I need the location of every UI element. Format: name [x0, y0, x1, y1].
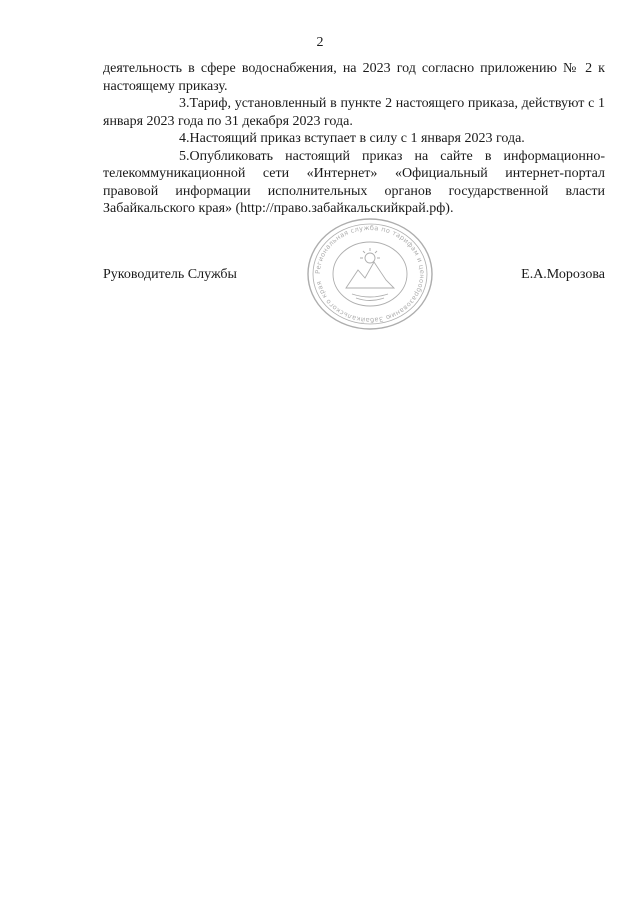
paragraph-text: Опубликовать настоящий приказ на сайте в информационно-телекоммуникационной сети «Интернет» «Официальный интернет-портал правовой информации исполнительных органов государственной власти Забайкальского края» (http://право.забайкальскийкрай.рф). [103, 148, 605, 216]
document-body [103, 60, 605, 218]
paragraph-number: 5. [179, 148, 190, 164]
signatory-title: Руководитель Службы [103, 267, 237, 282]
paragraph-item-3 [103, 95, 605, 130]
signature-block [103, 266, 605, 286]
signatory-name: Е.А.Морозова [521, 267, 605, 282]
svg-text:Региональная служба по тарифам: Региональная служба по тарифам и ценообразованию Забайкальского края [313, 223, 427, 325]
paragraph-item-5 [103, 148, 605, 218]
paragraph-number: 3. [179, 96, 190, 111]
page-number: 2 [316, 35, 324, 50]
paragraph-number: 4. [179, 131, 190, 146]
paragraph-item-4 [103, 130, 605, 148]
paragraph-text: Тариф, установленный в пункте 2 настоящего приказа, действуют с 1 января 2023 года по 31 декабря 2023 года. [103, 96, 605, 129]
paragraph-text: деятельность в сфере водоснабжения, на 2023 год согласно приложению № 2 к настоящему приказу. [103, 61, 605, 94]
paragraph-text: Настоящий приказ вступает в силу с 1 января 2023 года. [189, 131, 525, 146]
paragraph-continuation [103, 60, 605, 95]
